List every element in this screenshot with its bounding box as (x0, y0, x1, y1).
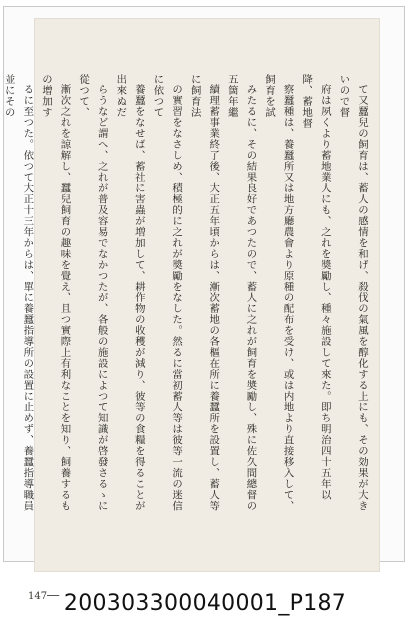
text-line: て又蠶兒の飼育は、蓄人の感情を和げ、殺伐の氣風を醇化する上にも、その効果が大きいので督 (337, 74, 368, 512)
text-line: 府は夙くより蓄地業人にも、之れを奬勵し、種々施設して來た。即ち明治四十五年以降、蓄地督 (300, 74, 331, 501)
text-line: 養蠶をなせば、蓄社に害蟲が増加して、耕作物の收穫が減り、彼等の食糧を得ることが出來ぬだ (114, 74, 145, 512)
text-line: みたるに、その結果良好であつたので、蓄人に之れが飼育を奬勵し、殊に佐久間總督の五箇年繼 (225, 74, 257, 512)
text-line: 漸次之れを諒解し、蠶兒飼育の趣味を覺え、且つ實際上有利なことを知り、飼養するもの增加す (39, 74, 71, 512)
text-line: るに至つた。依つて大正十三年からは、單に養蠶指導所の設置に止めず、養蠶指導職員並にその (2, 74, 34, 512)
image-caption: 200303300040001_P187 (63, 591, 347, 616)
text-line: の實習をなさしめ、積極的に之れが奬勵をなした。然るに當初蓄人等は彼等一流の迷信に依つて (151, 74, 183, 512)
book-page (2, 18, 380, 572)
page-number: 147── (28, 591, 60, 602)
text-line: らうなど謂へ、之れが普及容易でなかつたが、各般の施設によつて知識が啓發さるゝに從つて、 (77, 74, 108, 512)
vertical-text-block (2, 74, 371, 514)
text-line: 察蠶種は、養蠶所又は地方廳農會より原種の配布を受け、或は内地より直接移入して、飼育を試 (263, 74, 294, 512)
text-line: 續理蓄事業終了後、大正五年頃からは、漸次蓄地の各樞在所に養蠶所を設置し、蓄人等に飼育法 (188, 74, 220, 512)
